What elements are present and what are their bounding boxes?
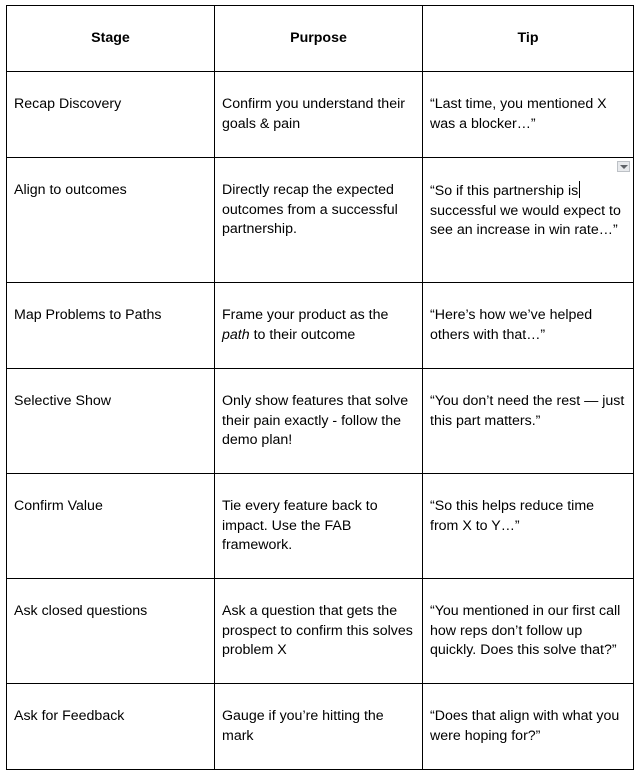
table-row [7, 369, 634, 474]
header-stage-cell[interactable] [7, 6, 215, 72]
stage-cell[interactable] [7, 72, 215, 158]
purpose-text-emphasis: path [222, 326, 250, 343]
text-cursor [579, 181, 580, 198]
tip-text-before-cursor: “So if this partnership is [430, 183, 579, 199]
purpose-text: Directly recap the expected outcomes from a successful partnership. [222, 182, 398, 238]
tip-text: “Does that align with what you were hoping for?” [430, 708, 620, 744]
header-purpose-cell[interactable] [215, 6, 423, 72]
purpose-cell[interactable] [215, 369, 423, 474]
tip-cell[interactable] [423, 369, 634, 474]
stage-text: Ask closed questions [14, 603, 148, 619]
purpose-cell[interactable] [215, 684, 423, 770]
stage-cell[interactable] [7, 579, 215, 684]
tip-text-after-cursor: successful we would expect to see an increase in win rate…” [430, 202, 621, 239]
tip-text: “Here’s how we’ve helped others with that…” [430, 307, 593, 343]
chevron-down-icon[interactable] [617, 161, 630, 172]
purpose-text-prefix: Frame your product as the [222, 307, 389, 323]
header-tip-cell[interactable] [423, 6, 634, 72]
stage-text: Recap Discovery [14, 96, 122, 112]
stage-text: Ask for Feedback [14, 708, 125, 724]
purpose-text: Tie every feature back to impact. Use the FAB framework. [222, 498, 378, 554]
purpose-cell[interactable] [215, 579, 423, 684]
purpose-text-suffix: to their outcome [249, 326, 356, 343]
purpose-text: Gauge if you’re hitting the mark [222, 708, 384, 744]
tip-cell[interactable] [423, 283, 634, 369]
header-tip: Tip [517, 30, 539, 46]
table-row [7, 72, 634, 158]
table-row [7, 474, 634, 579]
table-row [7, 158, 634, 283]
stage-cell[interactable] [7, 684, 215, 770]
tip-text: “You mentioned in our first call how reps don’t follow up quickly. Does this solve that?” [430, 603, 621, 659]
table-row [7, 684, 634, 770]
stage-text: Align to outcomes [14, 182, 127, 198]
purpose-text: Only show features that solve their pain exactly - follow the demo plan! [222, 393, 409, 449]
tip-text: “So this helps reduce time from X to Y…” [430, 498, 595, 534]
sales-demo-table [6, 5, 634, 770]
tip-cell-active[interactable] [423, 158, 634, 283]
tip-cell[interactable] [423, 579, 634, 684]
purpose-text: Ask a question that gets the prospect to confirm this solves problem X [222, 603, 413, 659]
tip-cell[interactable] [423, 684, 634, 770]
tip-text: “Last time, you mentioned X was a blocker…” [430, 96, 607, 132]
purpose-cell[interactable] [215, 283, 423, 369]
stage-cell[interactable] [7, 158, 215, 283]
tip-text: “You don’t need the rest — just this part matters.” [430, 393, 625, 429]
stage-cell[interactable] [7, 474, 215, 579]
tip-cell[interactable] [423, 474, 634, 579]
stage-text: Confirm Value [14, 498, 103, 514]
purpose-cell[interactable] [215, 72, 423, 158]
tip-cell[interactable] [423, 72, 634, 158]
stage-cell[interactable] [7, 369, 215, 474]
purpose-cell[interactable] [215, 158, 423, 283]
stage-text: Map Problems to Paths [14, 307, 162, 323]
purpose-cell[interactable] [215, 474, 423, 579]
table-header-row [7, 6, 634, 72]
purpose-text: Confirm you understand their goals & pain [222, 96, 405, 132]
header-stage: Stage [91, 30, 130, 46]
stage-text: Selective Show [14, 393, 111, 409]
header-purpose: Purpose [290, 30, 347, 46]
table-row [7, 579, 634, 684]
table-row [7, 283, 634, 369]
stage-cell[interactable] [7, 283, 215, 369]
